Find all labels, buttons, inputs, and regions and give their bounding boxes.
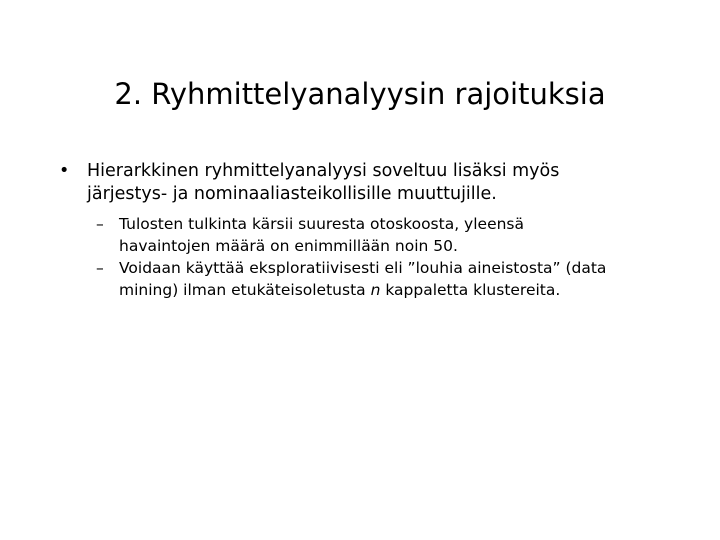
bullet-marker: • — [59, 161, 70, 181]
sub-bullet-text-before: mining) ilman etukäteisoletusta — [119, 281, 371, 299]
bullet-list — [0, 160, 720, 301]
sub-bullet-text-after: kappaletta klustereita. — [380, 281, 561, 299]
sub-bullet-text-line-2: havaintojen määrä on enimmillään noin 50. — [119, 237, 458, 255]
sub-bullet-list — [87, 213, 687, 301]
bullet-text-line-2: järjestys- ja nominaaliasteikollisille muuttujille. — [87, 183, 497, 204]
bullet-item — [0, 160, 687, 301]
sub-bullet-text-line-2 — [119, 281, 560, 299]
slide-title: 2. Ryhmittelyanalyysin rajoituksia — [114, 77, 606, 111]
sub-bullet-marker: – — [96, 259, 104, 277]
italic-variable-n: n — [370, 281, 381, 299]
sub-bullet-marker: – — [96, 215, 104, 233]
sub-bullet-item — [0, 257, 699, 301]
sub-bullet-text-line-1: Voidaan käyttää eksploratiivisesti eli ”louhia aineistosta” (data — [119, 259, 607, 277]
sub-bullet-text-line-1: Tulosten tulkinta kärsii suuresta otoskoosta, yleensä — [119, 215, 525, 233]
sub-bullet-item — [0, 213, 699, 257]
bullet-text-line-1: Hierarkkinen ryhmittelyanalyysi soveltuu lisäksi myös — [87, 161, 560, 181]
